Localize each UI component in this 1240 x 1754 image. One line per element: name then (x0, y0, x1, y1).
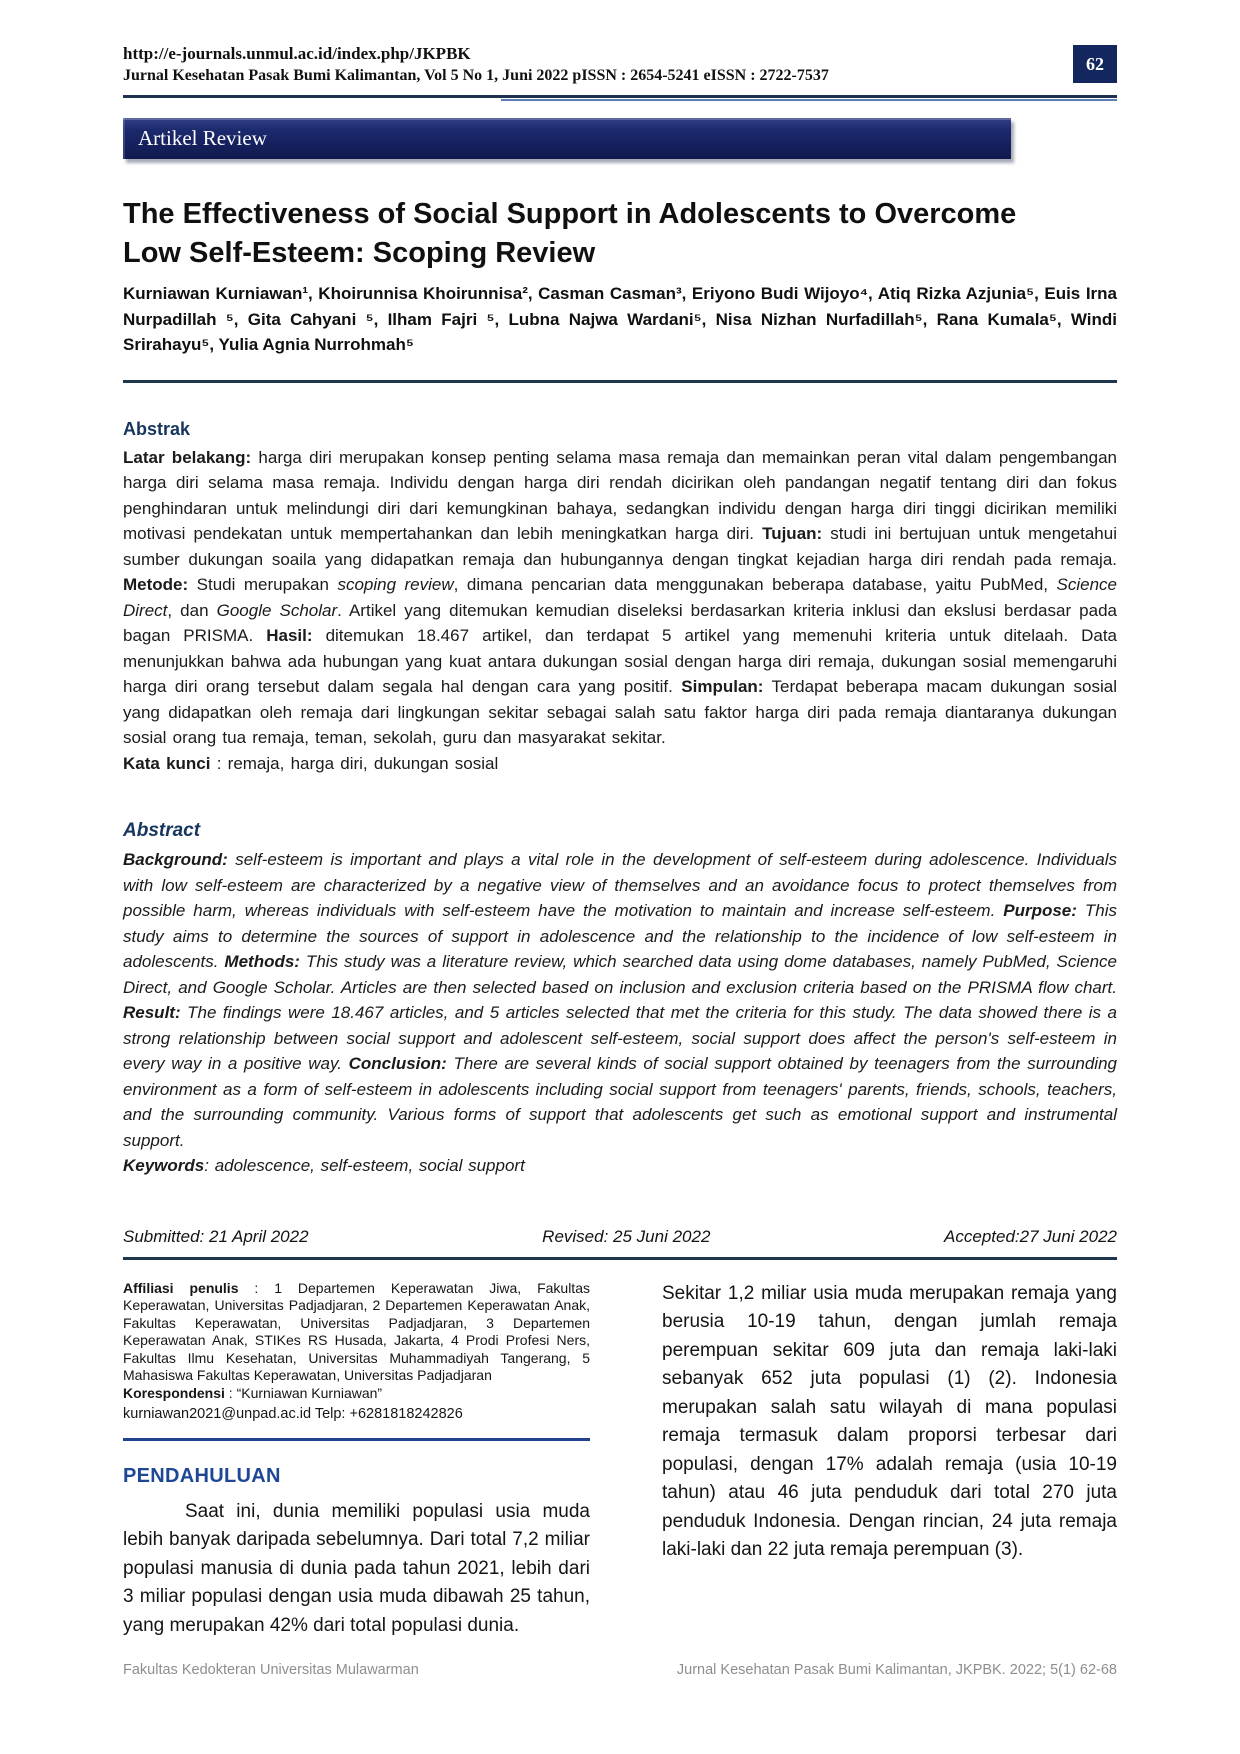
abstract-heading: Abstract (123, 820, 201, 841)
left-column (123, 1280, 590, 1641)
header-divider (123, 95, 1117, 102)
revised-date: Revised: 25 Juni 2022 (542, 1226, 711, 1246)
correspondence-contact: kurniawan2021@unpad.ac.id Telp: +6281818242826 (123, 1406, 463, 1422)
submitted-date: Submitted: 21 April 2022 (123, 1226, 309, 1246)
introduction-paragraph: Saat ini, dunia memiliki populasi usia muda lebih banyak daripada sebelumnya. Dari total 7,2 miliar populasi manusia di dunia pada tahun 2021, lebih dari 3 miliar populasi dengan usia muda dibawah 25 tahun, yang merupakan 42% dari total populasi dunia. (123, 1500, 590, 1636)
correspondence-line: Korespondensi : “Kurniawan Kurniawan” (123, 1384, 383, 1401)
article-type-banner: Artikel Review (123, 118, 1011, 159)
right-column (662, 1280, 1117, 1641)
two-column-section (123, 1280, 1117, 1641)
page-footer (123, 1662, 1117, 1678)
journal-header-text (123, 42, 829, 87)
kata-kunci-line: Kata kunci : remaja, harga diri, dukungan sosial (123, 753, 499, 773)
header-divider-dark-line (123, 95, 1117, 98)
body-paragraph: Sekitar 1,2 miliar usia muda merupakan remaja yang berusia 10-19 tahun, dengan jumlah remaja perempuan sekitar 609 juta dan remaja laki-laki sebanyak 652 juta populasi (1) (2). Indonesia merupakan salah satu wilayah di mana populasi remaja termasuk dalam proporsi terbesar dari populasi, dengan 17% adalah remaja (usia 10-19 tahun) atau 46 juta penduduk dari total 270 juta penduduk Indonesia. Dengan rincian, 24 juta remaja laki-laki dan 22 juta remaja perempuan (3). (662, 1282, 1117, 1560)
submission-dates-row (123, 1227, 1117, 1247)
abstract-body: Background: self-esteem is important and plays a vital role in the development of self-esteem during adolescence. Individuals with low self-esteem are characterized by a negative view of themselves and an avoidance focus to protect themselves from possible harm, whereas individuals with self-esteem have the motivation to maintain and increase self-esteem. Purpose: This study aims to determine the sources of support in adolescence and the relationship to the incidence of low self-esteem in adolescents. Methods: This study was a literature review, which searched data using dome databases, namely PubMed, Science Direct, and Google Scholar. Articles are then selected based on inclusion and exclusion criteria based on the PRISMA flow chart. Result: The findings were 18.467 articles, and 5 articles selected that met the criteria for this study. The data showed there is a strong relationship between social support and adolescent self-esteem, social support does affect the person's self-esteem in every way in a positive way. Conclusion: There are several kinds of social support obtained by teenagers from the surrounding environment as a form of self-esteem in adolescents including social support from teenagers' parents, friends, schools, teachers, and the surrounding community. Various forms of support that adolescents get such as emotional support and instrumental support. (123, 850, 1117, 1150)
journal-url: http://e-journals.unmul.ac.id/index.php/JKPBK (123, 44, 471, 63)
abstrak-heading: Abstrak (123, 418, 191, 439)
page-header (123, 42, 1117, 87)
pendahuluan-heading: PENDAHULUAN (123, 1464, 281, 1487)
keywords-line: Keywords: adolescence, self-esteem, social support (123, 1156, 525, 1175)
journal-citation-line: Jurnal Kesehatan Pasak Bumi Kalimantan, Vol 5 No 1, Juni 2022 pISSN : 2654-5241 eISSN : 2722-7537 (123, 67, 829, 84)
article-title: The Effectiveness of Social Support in Adolescents to Overcome Low Self-Esteem: Scoping Review (123, 198, 1017, 269)
page-number-badge: 62 (1073, 45, 1117, 83)
header-divider-light-line (501, 99, 1117, 101)
footer-institution: Fakultas Kedokteran Universitas Mulawarman (123, 1662, 419, 1678)
title-divider (123, 380, 1117, 383)
dates-divider (123, 1257, 1117, 1260)
affiliation-divider (123, 1438, 590, 1441)
accepted-date: Accepted:27 Juni 2022 (944, 1226, 1117, 1246)
footer-citation: Jurnal Kesehatan Pasak Bumi Kalimantan, JKPBK. 2022; 5(1) 62-68 (676, 1662, 1117, 1678)
affiliation-paragraph: Affiliasi penulis : 1 Departemen Keperawatan Jiwa, Fakultas Keperawatan, Universitas Padjadjaran, 2 Departemen Keperawatan Anak, Fakultas Keperawatan, Universitas Padjadjaran, 3 Departemen Keperawatan Anak, STIKes RS Husada, Jakarta, 4 Prodi Profesi Ners, Fakultas Ilmu Kesehatan, Universitas Muhammadiyah Tangerang, 5 Mahasiswa Fakultas Keperawatan, Universitas Padjadjaran (123, 1279, 590, 1383)
author-list: Kurniawan Kurniawan¹, Khoirunnisa Khoirunnisa², Casman Casman³, Eriyono Budi Wijoyo⁴, Atiq Rizka Azjunia⁵, Euis Irna Nurpadillah ⁵, Gita Cahyani ⁵, Ilham Fajri ⁵, Lubna Najwa Wardani⁵, Nisa Nizhan Nurfadillah⁵, Rana Kumala⁵, Windi Srirahayu⁵, Yulia Agnia Nurrohmah⁵ (123, 284, 1117, 354)
abstrak-body: Latar belakang: harga diri merupakan konsep penting selama masa remaja dan memainkan peran vital dalam pengembangan harga diri selama masa remaja. Individu dengan harga diri rendah dicirikan oleh pandangan negatif tentang diri dan fokus penghindaran untuk melindungi diri dari kemungkinan bahaya, sedangkan individu dengan harga diri tinggi dicirikan memiliki motivasi pendekatan untuk mempertahankan dan lebih meningkatkan harga diri. Tujuan: studi ini bertujuan untuk mengetahui sumber dukungan soaila yang didapatkan remaja dan hubungannya dengan tingkat kejadian harga diri rendah pada remaja. Metode: Studi merupakan scoping review, dimana pencarian data menggunakan beberapa database, yaitu PubMed, Science Direct, dan Google Scholar. Artikel yang ditemukan kemudian diseleksi berdasarkan kriteria inklusi dan ekslusi berdasar pada bagan PRISMA. Hasil: ditemukan 18.467 artikel, dan terdapat 5 artikel yang memenuhi kriteria untuk ditelaah. Data menunjukkan bahwa ada hubungan yang kuat antara dukungan sosial dengan harga diri remaja, dukungan sosial memengaruhi harga diri orang tersebut dalam segala hal dengan cara yang positif. Simpulan: Terdapat beberapa macam dukungan sosial yang didapatkan oleh remaja dari lingkungan sekitar sebagai salah satu faktor harga diri pada remaja diantaranya dukungan sosial orang tua remaja, teman, sekolah, guru dan masyarakat sekitar. (123, 447, 1118, 747)
